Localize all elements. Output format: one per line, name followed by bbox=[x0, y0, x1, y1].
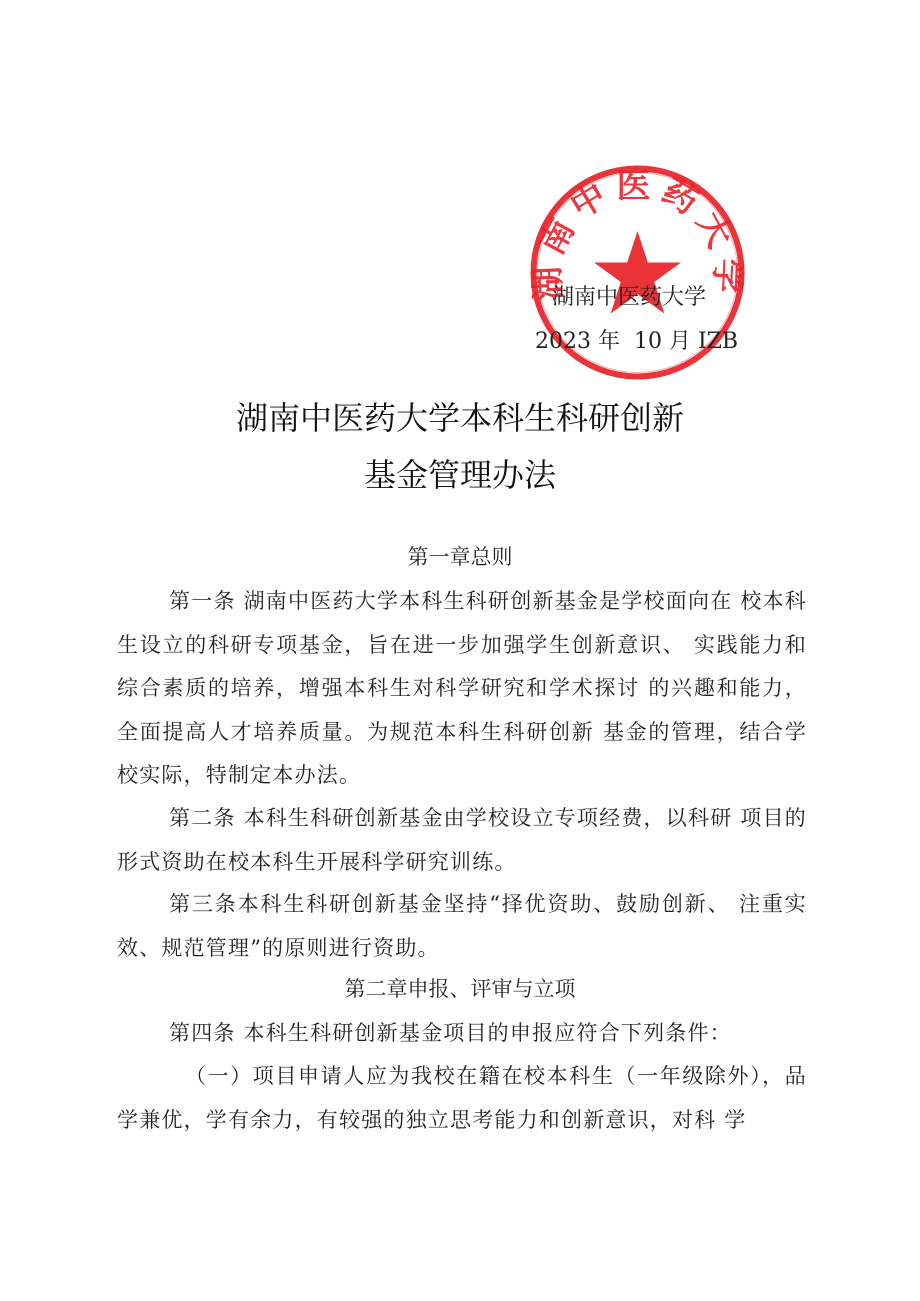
article-4-item-1: （一）项目申请人应为我校在籍在校本科生（一年级除外），品学兼优，学有余力，有较强的独立思考能力和创新意识，对科 学 bbox=[117, 1064, 807, 1132]
document-title-line-1: 湖南中医药大学本科生科研创新 bbox=[235, 399, 684, 437]
article-2: 第二条 本科生科研创新基金由学校设立专项经费，以科研 项目的形式资助在校本科生开展科学研究训练。 bbox=[117, 806, 807, 874]
article-1: 第一条 湖南中医药大学本科生科研创新基金是学校面向在 校本科生设立的科研专项基金，旨在进一步加强学生创新意识、 实践能力和综合素质的培养，增强本科生对科学研究和学术探讨 的兴趣和能力，全面提高人才培养质量。为规范本科生科研创新 基金的管理，结合学校实际，特制定本办法。 bbox=[117, 589, 807, 787]
chapter-heading-2: 第二章申报、评审与立项 bbox=[344, 977, 576, 1001]
issue-date: 2023 年 10 月 IZB bbox=[535, 329, 739, 354]
issuer-name: 湖南中医药大学 bbox=[552, 285, 707, 310]
svg-text:湖南中医药大学: 湖南中医药大学 bbox=[530, 166, 745, 302]
chapter-heading-1: 第一章总则 bbox=[407, 545, 513, 569]
document-title-line-2: 基金管理办法 bbox=[363, 456, 556, 494]
article-4: 第四条 本科生科研创新基金项目的申报应符合下列条件： bbox=[169, 1021, 732, 1045]
article-3: 第三条本科生科研创新基金坚持“择优资助、鼓励创新、 注重实效、规范管理”的原则进行资助。 bbox=[117, 892, 807, 960]
